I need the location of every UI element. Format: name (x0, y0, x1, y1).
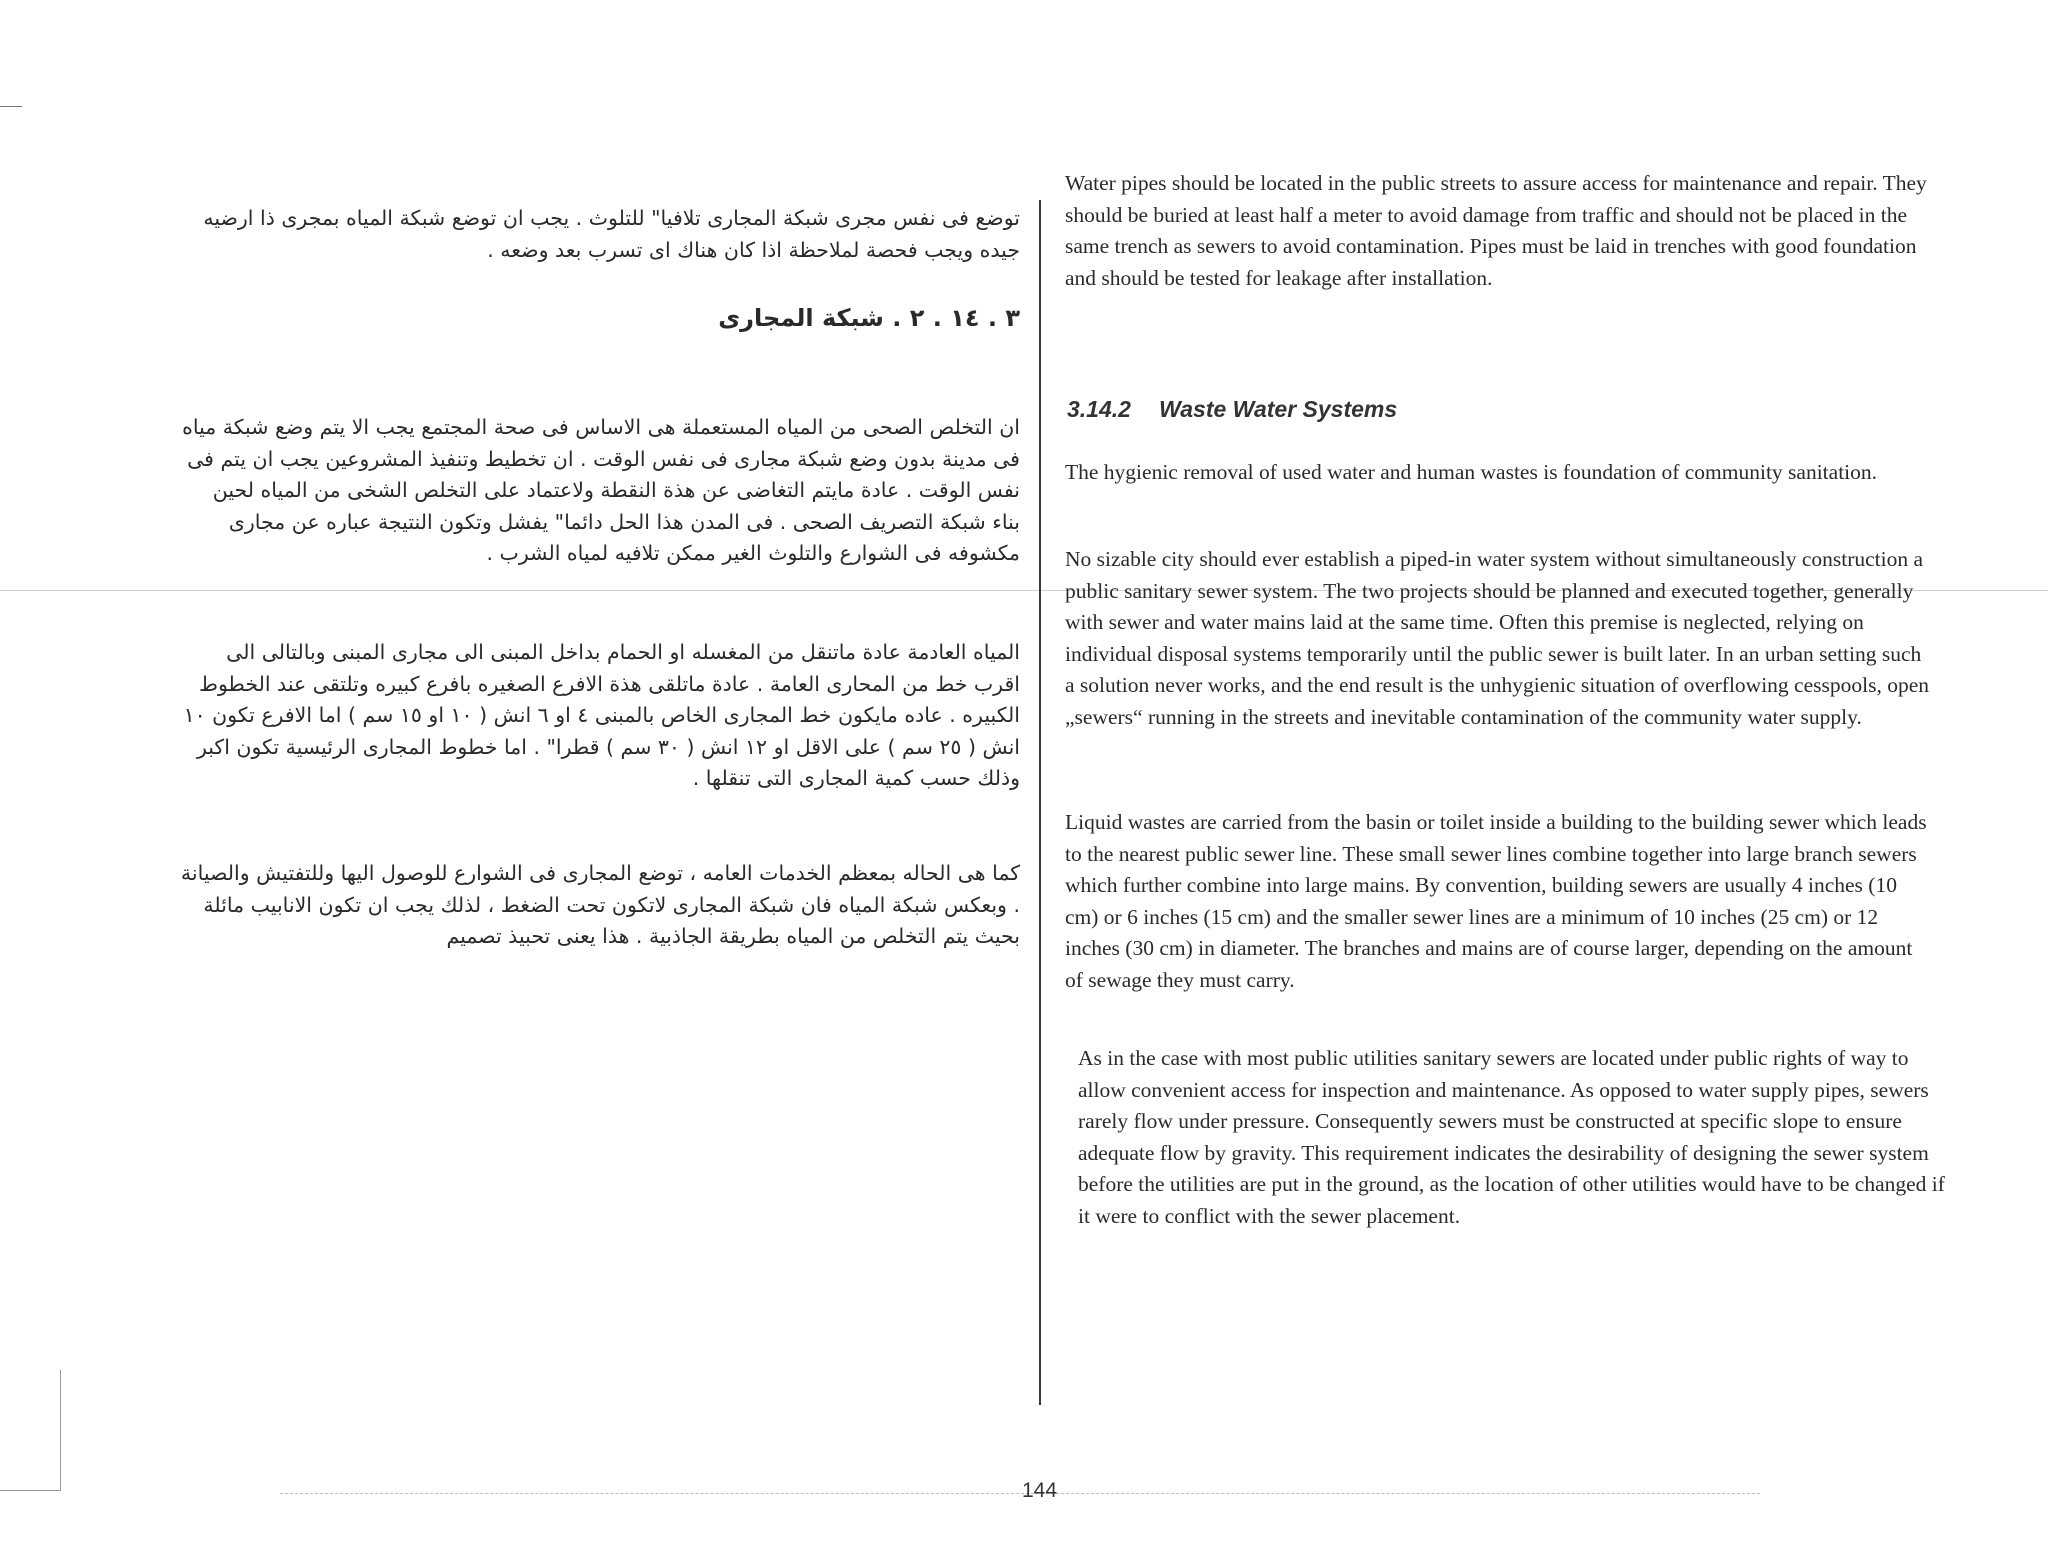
arabic-paragraph-1: توضع فى نفس مجرى شبكة المجارى تلافيا" للتلوث . يجب ان توضع شبكة المياه بمجرى ذا ارضيه جيده ويجب فحصة لملاحظة اذا كان هناك اى تسرب بعد وضعه . (203, 206, 1020, 262)
scan-edge-artifact (0, 1370, 61, 1491)
page-number: 144 (1022, 1479, 1058, 1502)
english-paragraph-5: As in the case with most public utilities sanitary sewers are located under public rights of way to allow convenient access for inspection and maintenance. As opposed to water supply pipes, sewers rarely flow under pressure. Consequently sewers must be constructed at specific slope to ensure adequate flow by gravity. This requirement indicates the desirability of designing the sewer system before the utilities are put in the ground, as the location of other utilities would have to be changed if it were to conflict with the sewer placement. (1078, 1046, 1945, 1228)
footer-rule (280, 1493, 1760, 1495)
arabic-paragraph-2: ان التخلص الصحى من المياه المستعملة هى الاساس فى صحة المجتمع يجب الا يتم وضع شبكة مياه فى مدينة بدون وضع شبكة مجارى فى نفس الوقت . ان تخطيط وتنفيذ المشروعين يجب ان يتم فى نفس الوقت . عادة مايتم التغاضى عن هذة النقطة ولاعتماد على التخلص الشخى من المياه لحين بناء شبكة التصريف الصحى . فى المدن هذا الحل دائما" يفشل وتكون النتيجة عباره عن مجارى مكشوفه فى الشوارع والتلوث الغير ممكن تلافيه لمياه الشرب . (182, 415, 1020, 565)
arabic-paragraph-4: كما هى الحاله بمعظم الخدمات العامه ، توضع المجارى فى الشوارع للوصول اليها وللتفتيش والصيانة . وبعكس شبكة المياه فان شبكة المجارى لاتكون تحت الضغط ، لذلك يجب ان تكون الانابيب مائلة بحيث يتم التخلص من المياه بطريقة الجاذبية . هذا يعنى تحبيذ تصميم (180, 861, 1020, 948)
arabic-section-heading: ٣ . ١٤ . ٢ . شبكة المجارى (718, 304, 1020, 332)
arabic-paragraph-3: المياه العادمة عادة ماتنقل من المغسله او الحمام بداخل المبنى الى مجارى المبنى وبالتالى الى اقرب خط من المحارى العامة . عادة ماتلقى هذة الافرع الصغيره بافرع كبيره وتلتقى عند الخطوط الكبيره . عاده مايكون خط المجارى الخاص بالمبنى ٤ او ٦ انش ( ١٠ او ١٥ سم ) اما الافرع تكون ١٠ انش ( ٢٥ سم ) على الاقل او ١٢ انش ( ٣٠ سم ) قطرا" . اما خطوط المجارى الرئيسية تكون اكبر وذلك حسب كمية المجارى التى تنقلها . (183, 640, 1020, 790)
scan-margin-mark (0, 106, 22, 107)
english-section-heading (1067, 396, 1397, 423)
section-title: Waste Water Systems (1158, 396, 1398, 422)
english-paragraph-1: Water pipes should be located in the public streets to assure access for maintenance and repair. They should be buried at least half a meter to avoid damage from traffic and should not be placed in the same trench as sewers to avoid contamination. Pipes must be laid in trenches with good foundation and should be tested for leakage after installation. (1065, 171, 1927, 290)
english-paragraph-2: The hygienic removal of used water and human wastes is foundation of community sanitation. (1065, 460, 1878, 484)
english-paragraph-4: Liquid wastes are carried from the basin or toilet inside a building to the building sewer which leads to the nearest public sewer line. These small sewer lines combine together into large branch sewers which further combine into large mains. By convention, building sewers are usually 4 inches (10 cm) or 6 inches (15 cm) and the smaller sewer lines are a minimum of 10 inches (25 cm) or 12 inches (30 cm) in diameter. The branches and mains are of course larger, depending on the amount of sewage they must carry. (1065, 810, 1927, 992)
section-number: 3.14.2 (1067, 396, 1131, 422)
column-divider (1039, 200, 1041, 1405)
english-paragraph-3: No sizable city should ever establish a piped-in water system without simultaneously construction a public sanitary sewer system. The two projects should be planned and executed together, generally with sewer and water mains laid at the same time. Often this premise is neglected, relying on individual disposal systems temporarily until the public sewer is built later. In an urban setting such a solution never works, and the end result is the unhygienic situation of overflowing cesspools, open „sewers“ running in the streets and inevitable contamination of the community water supply. (1065, 547, 1930, 729)
